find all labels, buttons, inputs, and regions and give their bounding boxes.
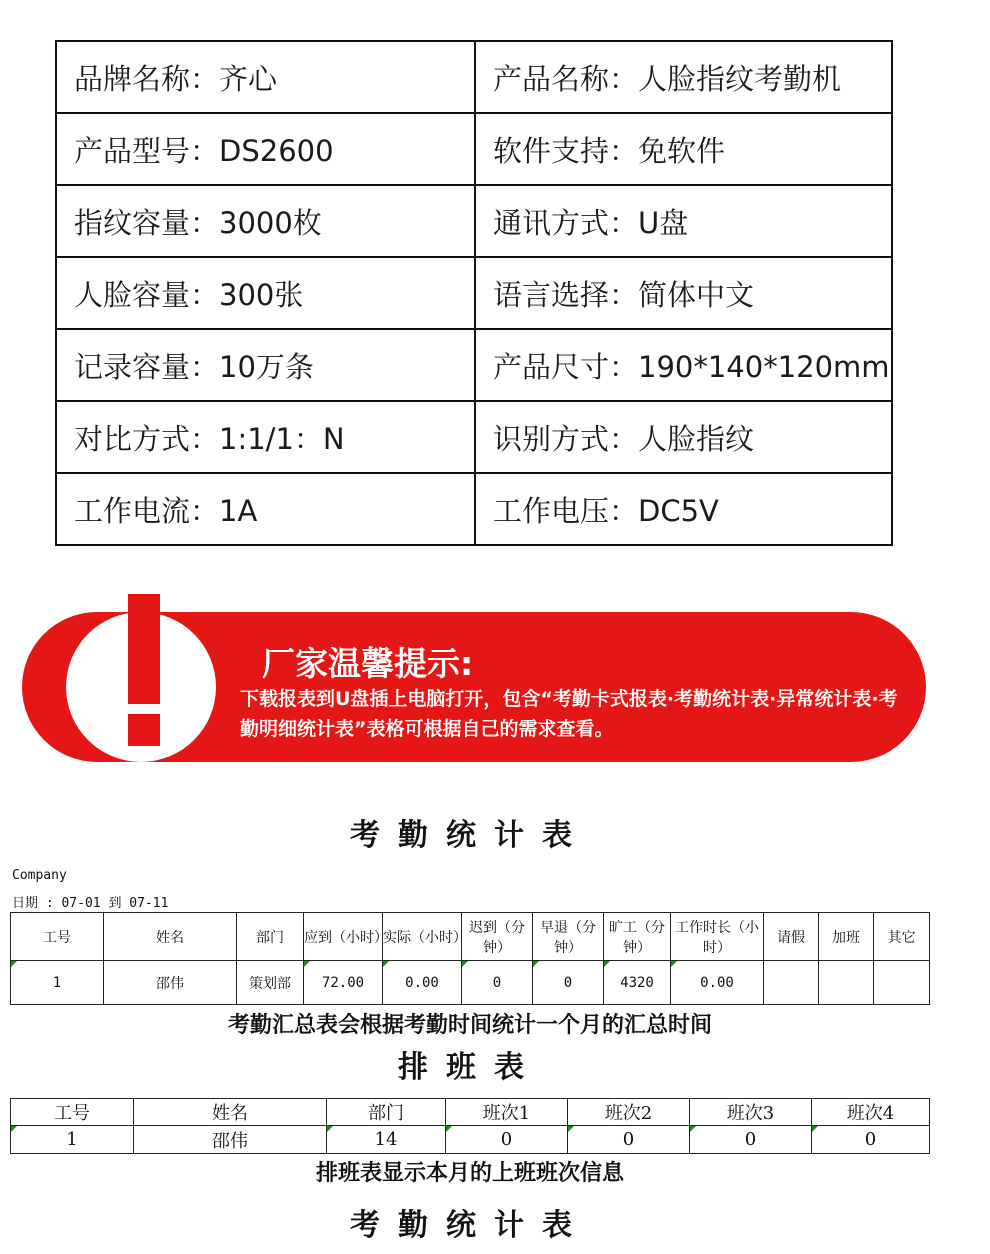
spec-cell: 产品型号：DS2600 bbox=[56, 113, 475, 185]
table-cell bbox=[764, 961, 819, 1005]
spec-cell: 通讯方式：U盘 bbox=[475, 185, 892, 257]
table-cell: 0 bbox=[533, 961, 604, 1005]
spec-cell: 工作电压：DC5V bbox=[475, 473, 892, 545]
spec-table bbox=[55, 40, 893, 546]
table-cell: 0 bbox=[462, 961, 533, 1005]
table-row bbox=[11, 961, 930, 1005]
table-cell: 1 bbox=[11, 961, 104, 1005]
spec-cell: 指纹容量：3000枚 bbox=[56, 185, 475, 257]
spec-cell: 识别方式：人脸指纹 bbox=[475, 401, 892, 473]
footer-sheet bbox=[10, 1188, 930, 1254]
table-cell: 72.00 bbox=[304, 961, 383, 1005]
table-header-row bbox=[11, 1099, 930, 1126]
spec-row bbox=[56, 401, 892, 473]
schedule-sheet bbox=[10, 1040, 930, 1158]
spec-row bbox=[56, 41, 892, 113]
spec-cell: 语言选择：简体中文 bbox=[475, 257, 892, 329]
header-cell: 请假 bbox=[764, 913, 819, 961]
table-cell: 0 bbox=[446, 1126, 568, 1154]
header-cell: 加班 bbox=[819, 913, 874, 961]
header-cell: 班次1 bbox=[446, 1099, 568, 1126]
exclamation-icon bbox=[114, 594, 174, 764]
header-cell: 旷工（分钟） bbox=[604, 913, 671, 961]
spec-row bbox=[56, 185, 892, 257]
header-cell: 应到（小时） bbox=[304, 913, 383, 961]
spec-cell: 人脸容量：300张 bbox=[56, 257, 475, 329]
spec-row bbox=[56, 473, 892, 545]
table-cell bbox=[874, 961, 930, 1005]
table-cell: 邵伟 bbox=[134, 1126, 327, 1154]
footer-title: 考勤统计表 bbox=[350, 1208, 590, 1243]
header-cell: 工号 bbox=[11, 1099, 134, 1126]
header-cell: 其它 bbox=[874, 913, 930, 961]
spec-row bbox=[56, 113, 892, 185]
attendance-caption: 考勤汇总表会根据考勤时间统计一个月的汇总时间 bbox=[227, 1013, 712, 1038]
notice-text: 下载报表到U盘插上电脑打开，包含“考勤卡式报表·考勤统计表·异常统计表·考勤明细统计表”表格可根据自己的需求查看。 bbox=[240, 688, 898, 740]
table-cell: 0 bbox=[568, 1126, 690, 1154]
table-cell: 1 bbox=[11, 1126, 134, 1154]
table-cell: 4320 bbox=[604, 961, 671, 1005]
notice-title: 厂家温馨提示: bbox=[262, 644, 474, 683]
header-cell: 实际（小时） bbox=[383, 913, 462, 961]
schedule-caption: 排班表显示本月的上班班次信息 bbox=[315, 1161, 624, 1186]
header-cell: 工号 bbox=[11, 913, 104, 961]
header-cell: 班次4 bbox=[812, 1099, 930, 1126]
date-range: 日期 : 07-01 到 07-11 bbox=[12, 896, 169, 911]
table-cell: 14 bbox=[327, 1126, 446, 1154]
spec-cell: 软件支持：免软件 bbox=[475, 113, 892, 185]
header-cell: 姓名 bbox=[104, 913, 237, 961]
spec-row bbox=[56, 329, 892, 401]
header-cell: 姓名 bbox=[134, 1099, 327, 1126]
spec-cell: 产品尺寸：190*140*120mm bbox=[475, 329, 892, 401]
table-cell: 0 bbox=[690, 1126, 812, 1154]
attendance-table bbox=[10, 912, 930, 1005]
spec-cell: 记录容量：10万条 bbox=[56, 329, 475, 401]
header-cell: 工作时长（小时） bbox=[671, 913, 764, 961]
table-cell: 0.00 bbox=[383, 961, 462, 1005]
header-cell: 早退（分钟） bbox=[533, 913, 604, 961]
table-row bbox=[11, 1126, 930, 1154]
spec-cell: 品牌名称：齐心 bbox=[56, 41, 475, 113]
header-cell: 班次2 bbox=[568, 1099, 690, 1126]
schedule-table bbox=[10, 1098, 930, 1154]
spec-cell: 对比方式：1:1/1：N bbox=[56, 401, 475, 473]
company-label: Company bbox=[12, 868, 67, 883]
table-cell: 邵伟 bbox=[104, 961, 237, 1005]
table-header-row bbox=[11, 913, 930, 961]
spec-cell: 工作电流：1A bbox=[56, 473, 475, 545]
header-cell: 部门 bbox=[237, 913, 304, 961]
header-cell: 部门 bbox=[327, 1099, 446, 1126]
attendance-title: 考勤统计表 bbox=[350, 818, 590, 853]
header-cell: 班次3 bbox=[690, 1099, 812, 1126]
attendance-sheet bbox=[10, 776, 930, 1008]
header-cell: 迟到（分钟） bbox=[462, 913, 533, 961]
table-cell: 策划部 bbox=[237, 961, 304, 1005]
table-cell bbox=[819, 961, 874, 1005]
schedule-title: 排班表 bbox=[398, 1050, 542, 1085]
spec-row bbox=[56, 257, 892, 329]
spec-cell: 产品名称：人脸指纹考勤机 bbox=[475, 41, 892, 113]
notice-banner bbox=[22, 612, 926, 762]
table-cell: 0 bbox=[812, 1126, 930, 1154]
table-cell: 0.00 bbox=[671, 961, 764, 1005]
